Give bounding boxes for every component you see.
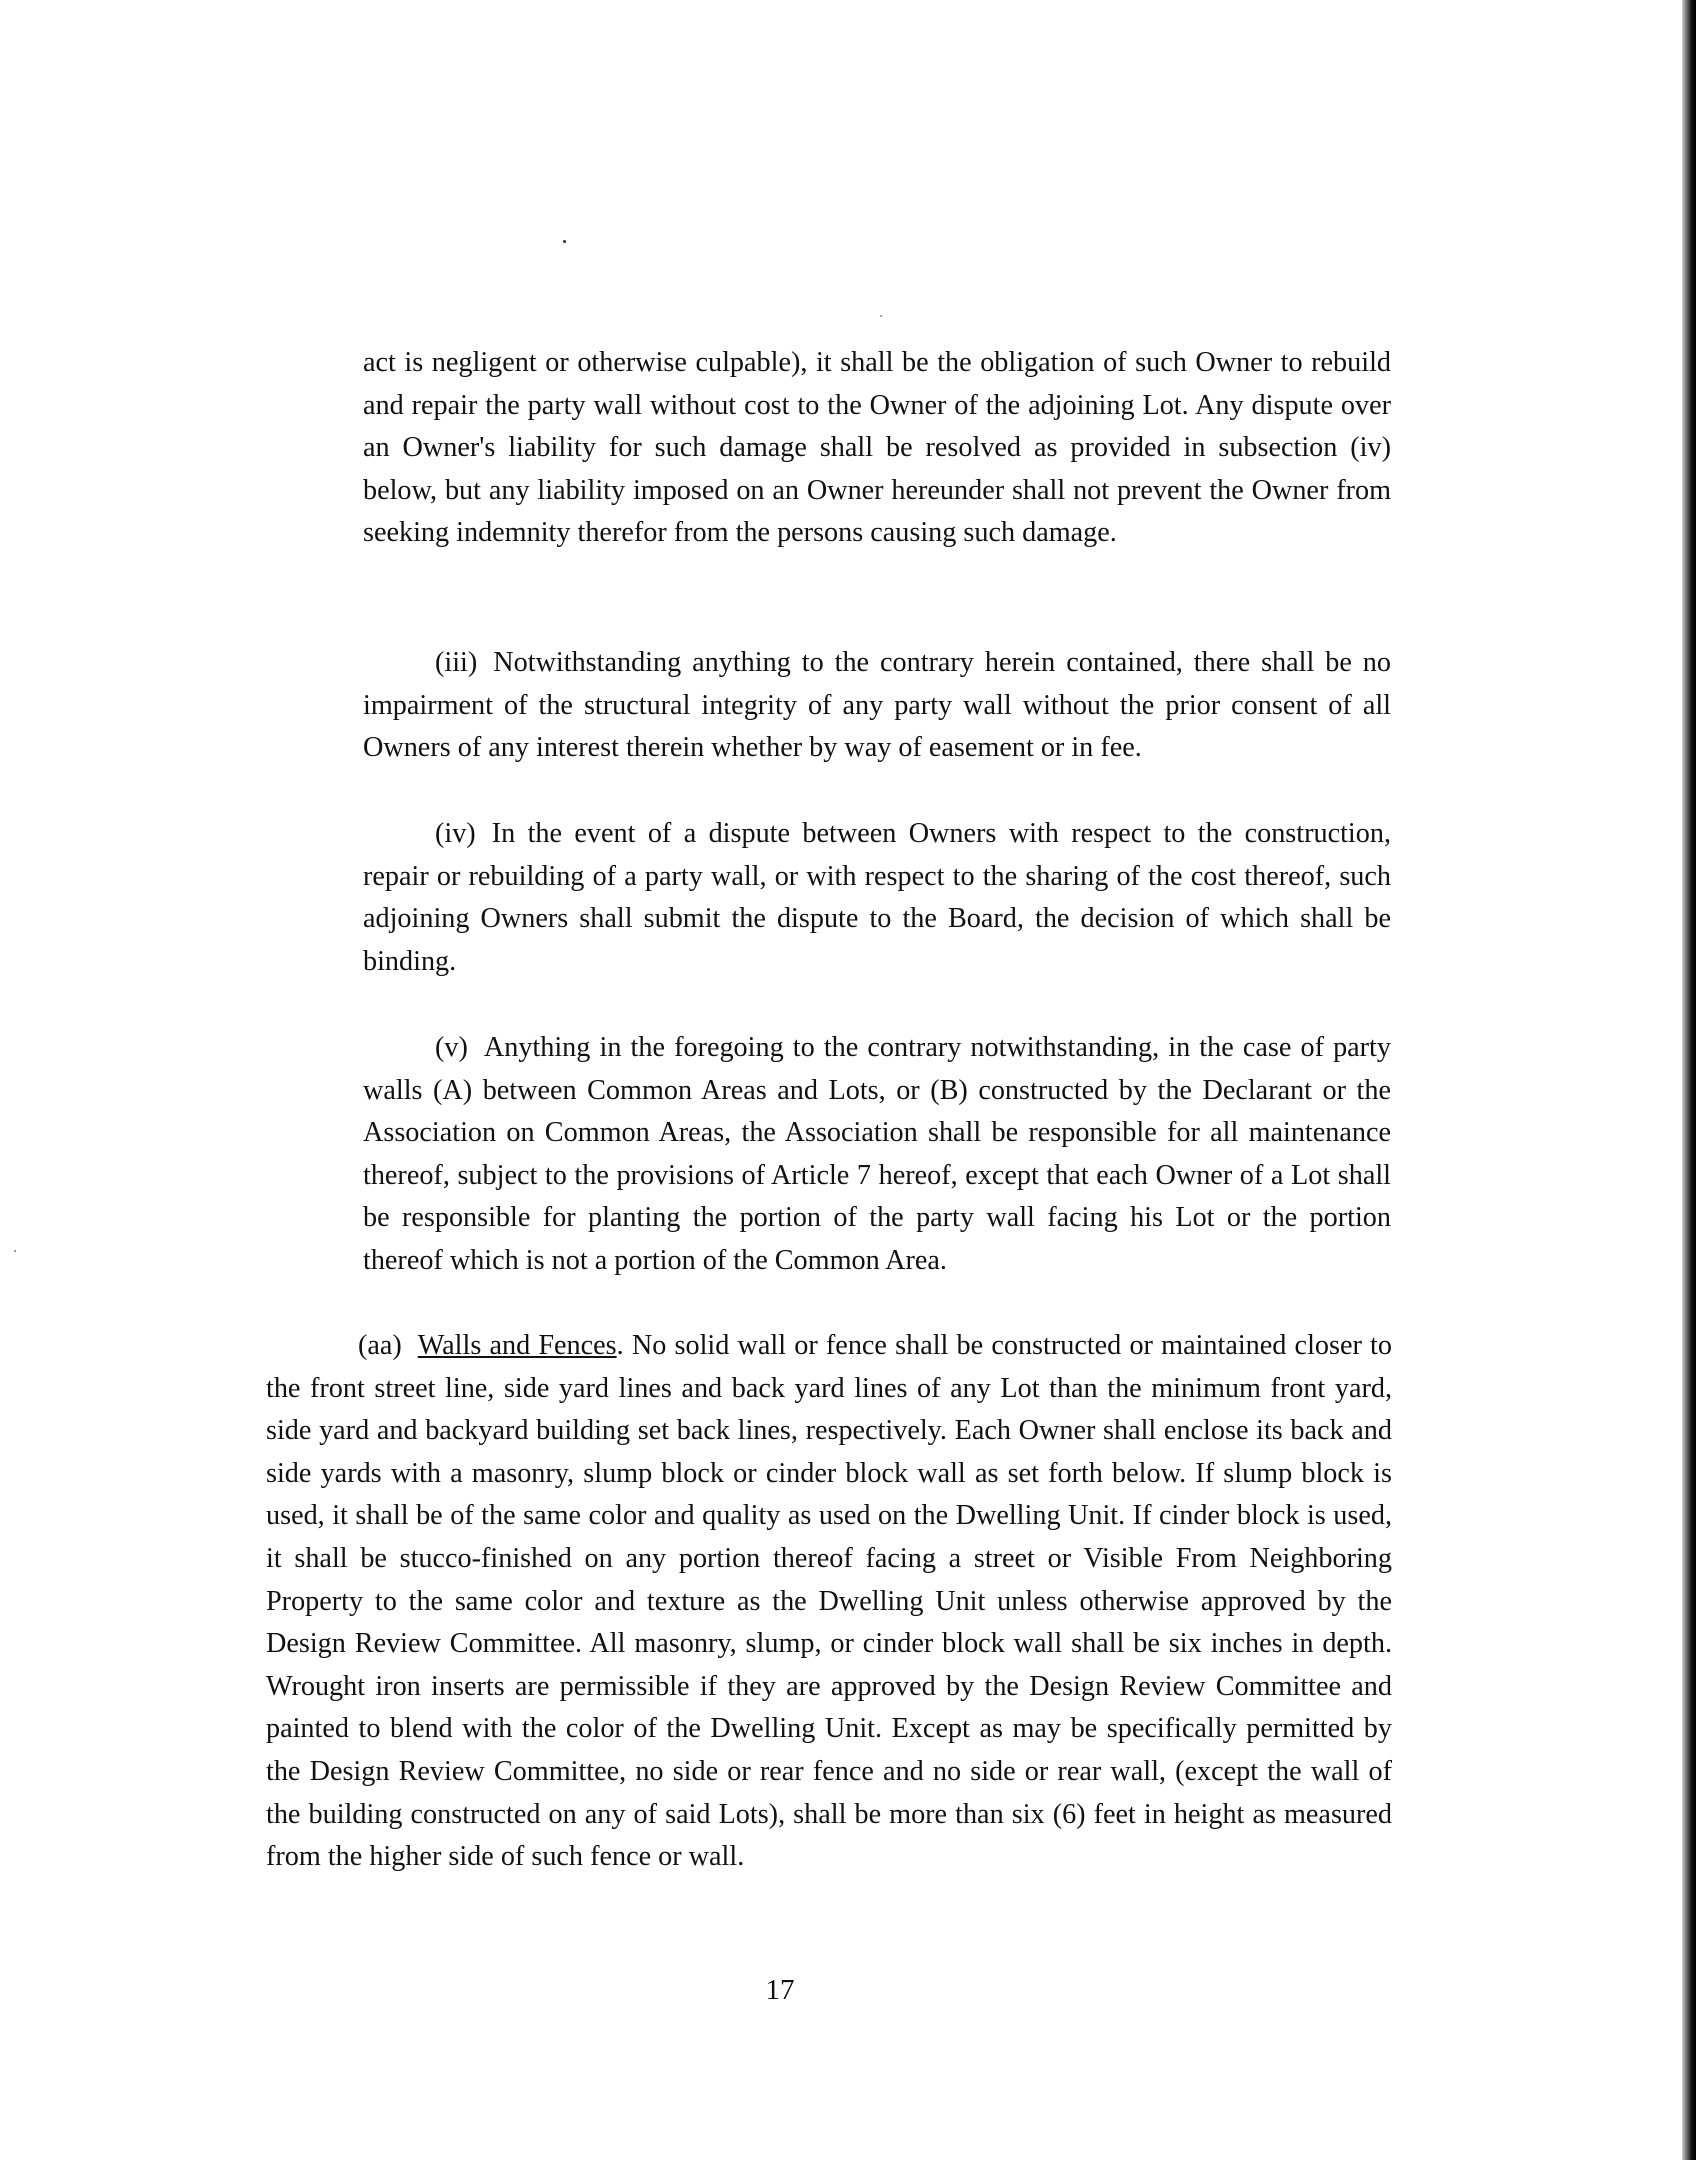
paragraph-aa-walls-and-fences (266, 1325, 1392, 1879)
paragraph-continuation (363, 342, 1391, 555)
section-heading: Walls and Fences (417, 1330, 617, 1361)
paragraph-text: act is negligent or otherwise culpable), it shall be the obligation of such Owner to rebuild and repair the party wall without cost to the Owner of the adjoining Lot. Any dispute over an Owner's liability for such damage shall be resolved as provided in subsection (iv) below, but any liability imposed on an Owner hereunder shall not prevent the Owner from seeking indemnity therefor from the persons causing such damage. (363, 347, 1391, 549)
scan-speck (14, 1250, 16, 1252)
paragraph-number: (iii) (435, 647, 478, 678)
paragraph-iv (363, 813, 1391, 983)
paragraph-v (363, 1027, 1391, 1283)
paragraph-number: (aa) (358, 1330, 402, 1361)
scan-edge-shadow (1682, 0, 1696, 2160)
paragraph-text: In the event of a dispute between Owners with respect to the construction, repair or rebuilding of a party wall, or with respect to the sharing of the cost thereof, such adjoining Owners shall submit the dispute to the Board, the decision of which shall be binding. (363, 818, 1391, 977)
paragraph-text: Anything in the foregoing to the contrary notwithstanding, in the case of party walls (A) between Common Areas and Lots, or (B) constructed by the Declarant or the Association on Common Areas, the Association shall be responsible for all maintenance thereof, subject to the provisions of Article 7 hereof, except that each Owner of a Lot shall be responsible for planting the portion of the party wall facing his Lot or the portion thereof which is not a portion of the Common Area. (363, 1032, 1391, 1276)
scan-speck (563, 240, 566, 243)
page-number: 17 (765, 1974, 795, 2006)
paragraph-text: Notwithstanding anything to the contrary herein contained, there shall be no impairment of the structural integrity of any party wall without the prior consent of all Owners of any interest therein whether by way of easement or in fee. (363, 647, 1391, 764)
paragraph-number: (iv) (435, 818, 476, 849)
paragraph-number: (v) (435, 1032, 468, 1063)
paragraph-text: . No solid wall or fence shall be constructed or maintained closer to the front street line, side yard lines and back yard lines of any Lot than the minimum front yard, side yard and backyard building set back lines, respectively. Each Owner shall enclose its back and side yards with a masonry, slump block or cinder block wall as set forth below. If slump block is used, it shall be of the same color and quality as used on the Dwelling Unit. If cinder block is used, it shall be stucco-finished on any portion thereof facing a street or Visible From Neighboring Property to the same color and texture as the Dwelling Unit unless otherwise approved by the Design Review Committee. All masonry, slump, or cinder block wall shall be six inches in depth. Wrought iron inserts are permissible if they are approved by the Design Review Committee and painted to blend with the color of the Dwelling Unit. Except as may be specifically permitted by the Design Review Committee, no side or rear fence and no side or rear wall, (except the wall of the building constructed on any of said Lots), shall be more than six (6) feet in height as measured from the higher side of such fence or wall. (266, 1330, 1392, 1873)
scan-speck (880, 315, 882, 317)
paragraph-iii (363, 642, 1391, 770)
